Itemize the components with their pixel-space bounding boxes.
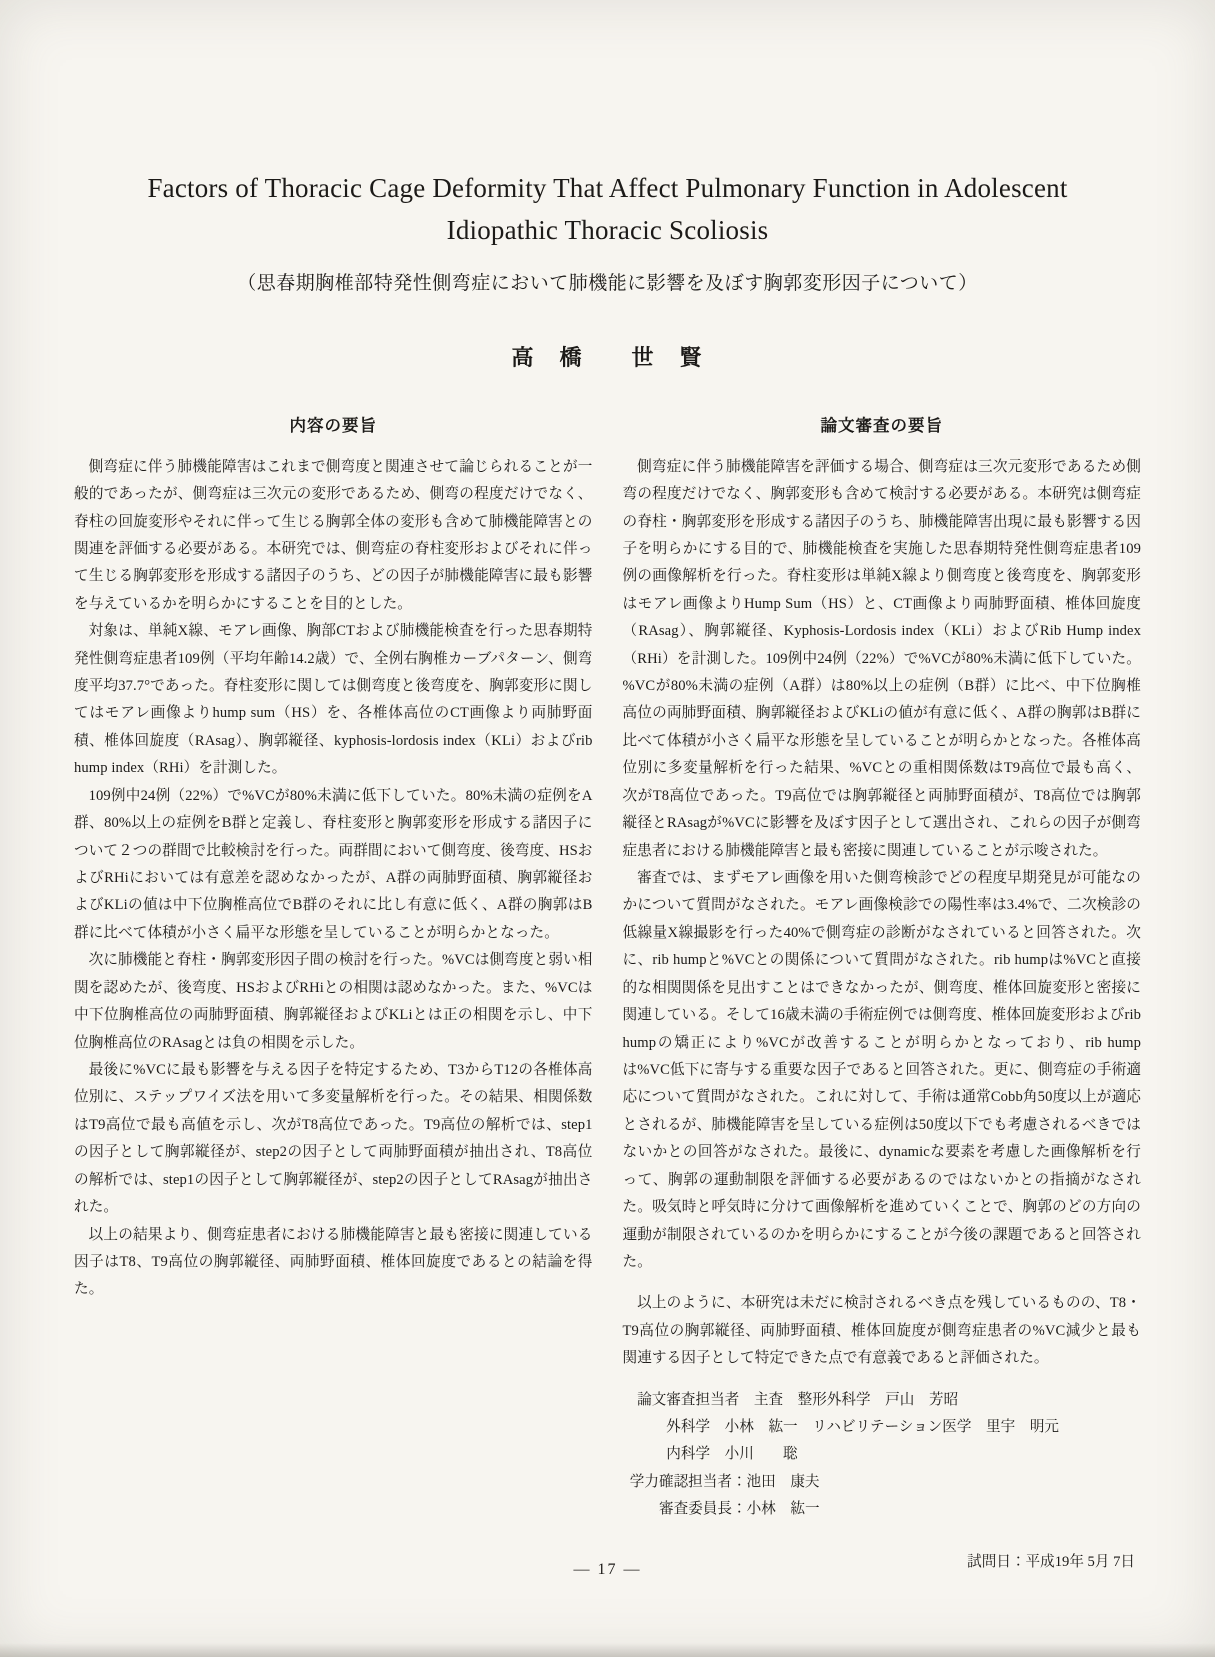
title-line-2: Idiopathic Thoracic Scoliosis: [446, 214, 769, 245]
page-title-english: [74, 168, 1141, 252]
paragraph: 以上の結果より、側弯症患者における肺機能障害と最も密接に関連している因子はT8、T9高位の胸郭縦径、両肺野面積、椎体回旋度であるとの結論を得た。: [74, 1226, 593, 1298]
committee-line: 外科学 小林 紘一 リハビリテーション医学 里宇 明元: [666, 1419, 1060, 1436]
paragraph: 対象は、単純X線、モアレ画像、胸部CTおよび肺機能検査を行った思春期特発性側弯症患者109例（平均年齢14.2歳）で、全例右胸椎カーブパターン、側弯度平均37.7°であった。脊柱変形に関しては側弯度と後弯度を、胸郭変形に関してはモアレ画像よりhump sum（HS）を、各椎体高位のCT画像より両肺野面積、椎体回旋度（RAsag）、胸郭縦径、kyphosis-lordosis index（KLi）およびrib hump index（RHi）を計測した。: [74, 623, 593, 777]
paragraph: 側弯症に伴う肺機能障害を評価する場合、側弯症は三次元変形であるため側弯の程度だけでなく、胸郭変形も含めて検討する必要がある。本研究は側弯症の脊柱・胸郭変形を形成する諸因子のうち、肺機能障害出現に最も影響する因子を明らかにする目的で、肺機能検査を実施した思春期特発性側弯症患者109例の画像解析を行った。脊柱変形は単純X線より側弯度と後弯度を、胸郭変形はモアレ画像よりHump Sum（HS）と、CT画像より両肺野面積、椎体回旋度（RAsag）、胸郭縦径、Kyphosis-Lordosis index（KLi）およびRib Hump index（RHi）を計測した。109例中24例（22%）で%VCが80%未満に低下していた。%VCが80%未満の症例（A群）は80%以上の症例（B群）に比べ、中下位胸椎高位の両肺野面積、胸郭縦径およびKLiの値が有意に低く、A群の胸郭はB群に比べて体積が小さく扁平な形態を呈していることが明らかとなった。各椎体高位別に多変量解析を行った結果、%VCとの重相関係数はT9高位で最も高く、次がT8高位であった。T9高位では胸郭縦径と両肺野面積が、T8高位では胸郭縦径とRAsagが%VCに影響を及ぼす因子として選出され、これらの因子が側弯症患者における肺機能障害と最も密接に関連していることが示唆された。: [622, 458, 1141, 859]
committee-line: 内科学 小川 聡: [666, 1446, 798, 1463]
author-name: 高 橋 世 賢: [511, 344, 704, 370]
right-section-heading: 論文審査の要旨: [820, 416, 943, 435]
paragraph: 次に肺機能と脊柱・胸郭変形因子間の検討を行った。%VCは側弯度と弱い相関を認めたが、後弯度、HSおよびRHiとの相関は認めなかった。また、%VCは中下位胸椎高位の両肺野面積、胸郭縦径およびKLiとは正の相関を示し、中下位胸椎高位のRAsagとは負の相関を示した。: [74, 952, 593, 1051]
committee-list: [623, 1387, 1142, 1524]
page-number: — 17 —: [573, 1561, 642, 1578]
paragraph: 最後に%VCに最も影響を与える因子を特定するため、T3からT12の各椎体高位別に、ステップワイズ法を用いて多変量解析を行った。その結果、相関係数はT9高位で最も高値を示し、次がT8高位であった。T9高位の解析では、step1の因子として胸郭縦径が、step2の因子として両肺野面積が抽出され、T8高位の解析では、step1の因子として胸郭縦径が、step2の因子としてRAsagが抽出された。: [74, 1061, 593, 1216]
committee-line: 論文審査担当者 主査 整形外科学 戸山 芳昭: [637, 1391, 959, 1408]
column-content-summary: [74, 412, 593, 1571]
title-line-1: Factors of Thoracic Cage Deformity That Affect Pulmonary Function in Adolescent: [147, 173, 1068, 203]
column-review-summary: [623, 412, 1142, 1571]
paragraph: 審査では、まずモアレ画像を用いた側弯検診でどの程度早期発見が可能なのかについて質問がなされた。モアレ画像検診での陽性率は3.4%で、二次検診の低線量X線撮影を行った40%で側弯症の診断がなされていると回答された。次に、rib humpと%VCとの関係について質問がなされた。rib humpは%VCと直接的な相関関係を見出すことはできなかったが、側弯度、椎体回旋変形と密接に関連している。そして16歳未満の手術症例では側弯度、椎体回旋変形およびrib humpの矯正により%VCが改善することが明らかとなっており、rib humpは%VC低下に寄与する重要な因子であると回答された。更に、側弯症の手術適応について質問がなされた。これに対して、手術は通常Cobb角50度以上が適応とされるが、肺機能障害を呈している症例は50度以下でも考慮されるべきではないかとの回答がなされた。最後に、dynamicな要素を考慮した画像解析を行って、胸郭の運動制限を評価する必要があるのではないかとの指摘がなされた。吸気時と呼気時に分けて画像解析を進めていくことで、胸郭のどの方向の運動が制限されているのかを明らかにすることが今後の課題であると回答された。: [622, 870, 1141, 1270]
page-title-japanese: （思春期胸椎部特発性側弯症において肺機能に影響を及ぼす胸郭変形因子について）: [237, 272, 978, 294]
committee-line: 審査委員長：小林 紘一: [659, 1501, 820, 1518]
left-section-heading: 内容の要旨: [289, 416, 377, 435]
paragraph: 109例中24例（22%）で%VCが80%未満に低下していた。80%未満の症例をA群、80%以上の症例をB群と定義し、脊柱変形と胸郭変形を形成する諸因子について２つの群間で比較検討を行った。両群間において側弯度、後弯度、HSおよびRHiにおいては有意差を認めなかったが、A群の両肺野面積、胸郭縦径およびKLiの値は中下位胸椎高位でB群のそれに比し有意に低く、A群の胸郭はB群に比べて体積が小さく扁平な形態を呈していることが明らかとなった。: [74, 787, 593, 941]
paragraph: 以上のように、本研究は未だに検討されるべき点を残しているものの、T8・T9高位の胸郭縦径、両肺野面積、椎体回旋度が側弯症患者の%VC減少と最も関連する因子として特定できた点で有意義であると評価された。: [622, 1295, 1141, 1367]
paragraph: 側弯症に伴う肺機能障害はこれまで側弯度と関連させて論じられることが一般的であったが、側弯症は三次元の変形であるため、側弯の程度だけでなく、脊柱の回旋変形やそれに伴って生じる胸郭全体の変形も含めて肺機能障害との関連を評価する必要がある。本研究では、側弯症の脊柱変形およびそれに伴って生じる胸郭変形を形成する諸因子のうち、どの因子が肺機能障害に最も影響を与えているかを明らかにすることを目的とした。: [74, 458, 593, 612]
exam-date: 試問日：平成19年 5月 7日: [967, 1553, 1135, 1570]
scan-edge-shadow: [0, 1643, 1215, 1657]
two-column-body: [74, 412, 1141, 1571]
committee-line: 学力確認担当者：池田 康夫: [629, 1473, 820, 1490]
